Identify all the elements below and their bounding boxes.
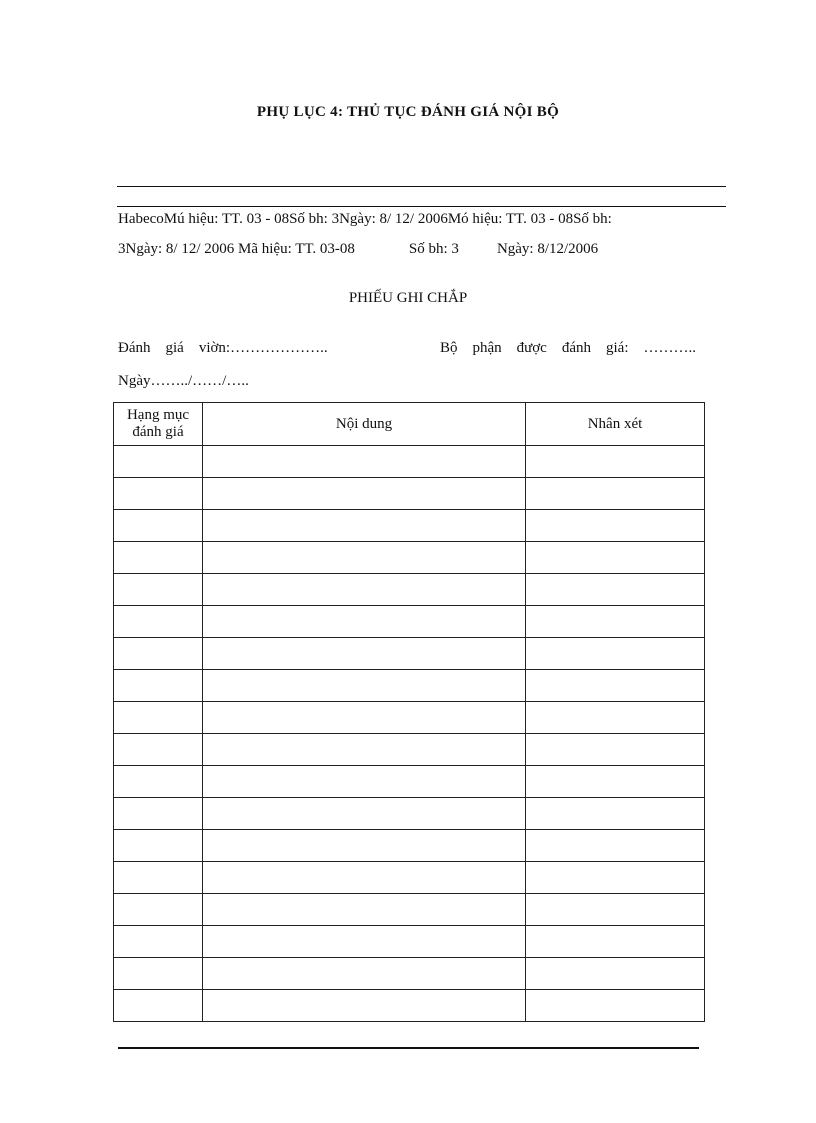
date-field: Ngày……../……/…..: [118, 373, 249, 389]
remarks-cell: [526, 766, 705, 798]
department-field: Bộ phận được đánh giá: ………..: [439, 340, 696, 356]
content-cell: [203, 702, 526, 734]
column-header-content: Nội dung: [203, 403, 526, 446]
column-header-category: Hạng mục đánh giá: [114, 403, 203, 446]
content-cell: [203, 990, 526, 1022]
revision-number: Số bh: 3: [408, 241, 459, 257]
remarks-cell: [526, 606, 705, 638]
header-top-rule: [117, 186, 726, 187]
document-code: 3Ngày: 8/ 12/ 2006 Mã hiệu: TT. 03-08: [118, 241, 355, 257]
remarks-cell: [526, 734, 705, 766]
table-header-row: [114, 403, 705, 446]
category-cell: [114, 766, 203, 798]
table-row: [114, 926, 705, 958]
category-cell: [114, 926, 203, 958]
remarks-cell: [526, 702, 705, 734]
remarks-cell: [526, 478, 705, 510]
category-cell: [114, 446, 203, 478]
table-row: [114, 830, 705, 862]
table-row: [114, 542, 705, 574]
record-table: [113, 402, 705, 1022]
table-row: [114, 734, 705, 766]
table-row: [114, 574, 705, 606]
category-cell: [114, 670, 203, 702]
table-row: [114, 894, 705, 926]
remarks-cell: [526, 798, 705, 830]
document-code-line-2: [118, 241, 728, 258]
remarks-cell: [526, 446, 705, 478]
table-row: [114, 638, 705, 670]
category-cell: [114, 734, 203, 766]
remarks-cell: [526, 830, 705, 862]
remarks-cell: [526, 990, 705, 1022]
page-title: PHỤ LỤC 4: THỦ TỤC ĐÁNH GIÁ NỘI BỘ: [256, 104, 560, 120]
table-row: [114, 478, 705, 510]
remarks-cell: [526, 958, 705, 990]
remarks-cell: [526, 574, 705, 606]
remarks-cell: [526, 542, 705, 574]
table-row: [114, 766, 705, 798]
table-row: [114, 958, 705, 990]
content-cell: [203, 638, 526, 670]
category-cell: [114, 798, 203, 830]
category-cell: [114, 638, 203, 670]
content-cell: [203, 734, 526, 766]
content-cell: [203, 926, 526, 958]
content-cell: [203, 830, 526, 862]
category-cell: [114, 862, 203, 894]
table-row: [114, 862, 705, 894]
content-cell: [203, 894, 526, 926]
content-cell: [203, 670, 526, 702]
category-cell: [114, 478, 203, 510]
content-cell: [203, 958, 526, 990]
form-title: PHIẾU GHI CHẮP: [348, 290, 468, 306]
issue-date: Ngày: 8/12/2006: [496, 241, 599, 257]
category-cell: [114, 574, 203, 606]
table-row: [114, 990, 705, 1022]
remarks-cell: [526, 862, 705, 894]
table-body: [114, 446, 705, 1022]
remarks-cell: [526, 638, 705, 670]
remarks-cell: [526, 670, 705, 702]
table-row: [114, 606, 705, 638]
content-cell: [203, 510, 526, 542]
category-cell: [114, 702, 203, 734]
category-cell: [114, 542, 203, 574]
category-cell: [114, 830, 203, 862]
content-cell: [203, 542, 526, 574]
remarks-cell: [526, 510, 705, 542]
table-row: [114, 702, 705, 734]
table-row: [114, 510, 705, 542]
content-cell: [203, 766, 526, 798]
content-cell: [203, 862, 526, 894]
footer-rule: [118, 1047, 699, 1049]
content-cell: [203, 606, 526, 638]
table-row: [114, 670, 705, 702]
remarks-cell: [526, 894, 705, 926]
content-cell: [203, 798, 526, 830]
remarks-cell: [526, 926, 705, 958]
category-cell: [114, 958, 203, 990]
assessor-field: Đánh giá viờn:………………..: [118, 340, 328, 356]
table-row: [114, 446, 705, 478]
content-cell: [203, 574, 526, 606]
content-cell: [203, 478, 526, 510]
document-code-line-1: HabecoMú hiệu: TT. 03 - 08Số bh: 3Ngày: 8/ 12/ 2006Mó hiệu: TT. 03 - 08Số bh:: [118, 211, 612, 227]
category-cell: [114, 510, 203, 542]
column-header-remarks: Nhân xét: [526, 403, 705, 446]
category-cell: [114, 606, 203, 638]
category-cell: [114, 990, 203, 1022]
category-cell: [114, 894, 203, 926]
content-cell: [203, 446, 526, 478]
header-bottom-rule: [117, 206, 726, 207]
form-fields-row: [118, 340, 696, 357]
table-row: [114, 798, 705, 830]
